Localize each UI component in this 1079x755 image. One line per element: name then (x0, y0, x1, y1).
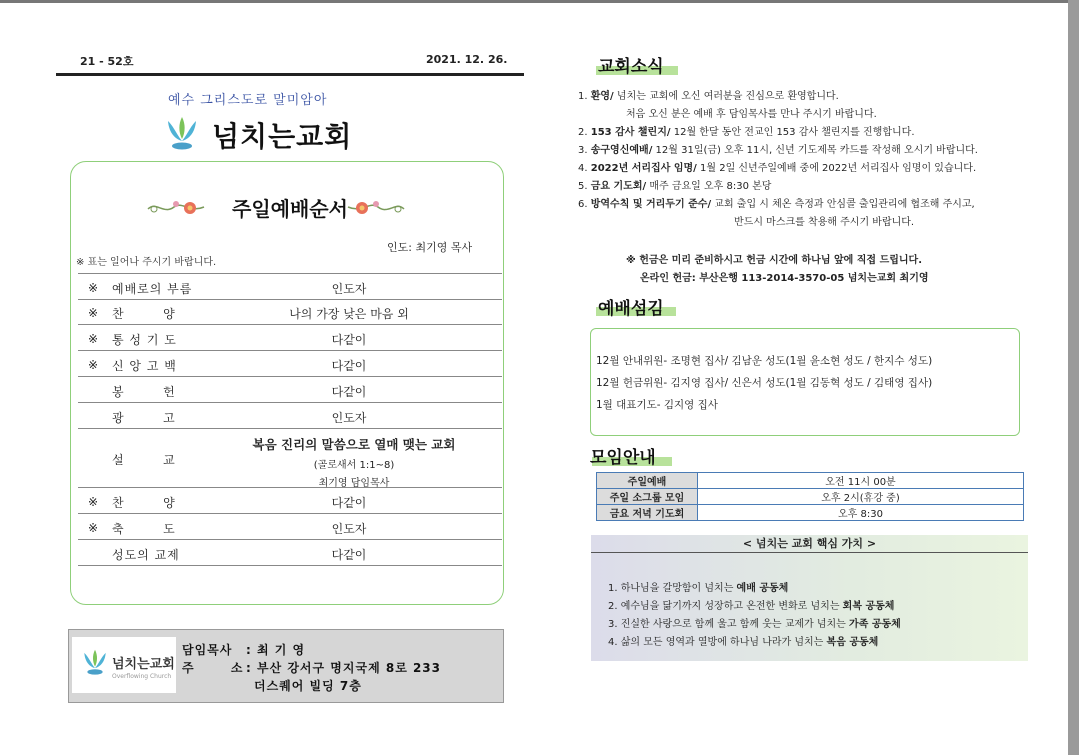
news-item (578, 195, 975, 210)
sermon-row (78, 429, 502, 488)
core-value-item (608, 597, 894, 612)
sermon-title: 복음 진리의 말씀으로 열매 맺는 교회 (252, 437, 456, 452)
footer-logo (72, 637, 176, 693)
sermon-preacher: 최기영 담임목사 (318, 478, 390, 489)
worship-leader: 인도: 최기영 목사 (387, 241, 473, 254)
core-values-divider (591, 552, 1028, 553)
news-text: 반드시 마스크를 착용해 주시기 바랍니다. (734, 217, 915, 228)
news-num: 6. (578, 199, 588, 210)
order-value: 나의 가장 낮은 마음 외 (289, 307, 409, 321)
header-rule (56, 73, 524, 76)
value-bold: 예배 공동체 (736, 583, 789, 594)
order-value: 다같이 (331, 333, 367, 347)
order-value: 다같이 (331, 385, 367, 399)
order-row (78, 299, 502, 325)
sermon-label: 설 교 (112, 453, 176, 467)
news-head: 방역수칙 및 거리두기 준수/ (590, 199, 712, 210)
core-value-item (608, 633, 878, 648)
core-value-item (608, 615, 901, 630)
value-num: 3. (608, 619, 618, 630)
order-row (78, 403, 502, 429)
value-text: 삶의 모든 영역과 열방에 하나님 나라가 넘치는 (620, 637, 827, 648)
news-item (734, 213, 914, 228)
news-num: 1. (578, 91, 588, 102)
sermon-scripture: (골로새서 1:1~8) (313, 460, 395, 471)
pastor-label: 담임목사 (182, 643, 233, 657)
news-head: 환영/ (590, 91, 614, 102)
footer-logo-text: 넘치는교회 (112, 657, 175, 672)
issue-date: 2021. 12. 26. (426, 53, 508, 66)
online-offering: 온라인 헌금: 부산은행 113-2014-3570-05 넘치는교회 최기영 (640, 273, 929, 284)
meeting-time: 오후 2시(휴강 중) (698, 489, 1024, 505)
core-value-item (608, 579, 788, 594)
news-num: 5. (578, 181, 588, 192)
news-head: 2022년 서리집사 임명/ (590, 163, 697, 174)
order-label: 예배로의 부름 (112, 282, 193, 296)
value-num: 4. (608, 637, 618, 648)
order-row (78, 273, 502, 300)
order-label: 찬 양 (112, 496, 176, 510)
order-value: 인도자 (331, 522, 367, 536)
news-head: 153 감사 챌린지/ (590, 127, 671, 138)
meeting-name: 주일 소그룹 모임 (597, 489, 698, 505)
address-line2: 더스퀘어 빌딩 7층 (254, 679, 362, 693)
issue-number: 21 - 52호 (80, 55, 134, 68)
order-row (78, 540, 502, 566)
value-bold: 복음 공동체 (826, 637, 879, 648)
value-text: 하나님을 갈망함이 넘치는 (620, 583, 737, 594)
order-row (78, 377, 502, 403)
value-num: 1. (608, 583, 618, 594)
meetings-table (596, 472, 1024, 521)
news-text: 교회 출입 시 체온 측정과 안심콜 출입관리에 협조해 주시고, (714, 199, 975, 210)
order-value: 다같이 (331, 496, 367, 510)
value-text: 예수님을 닮기까지 성장하고 온전한 변화로 넘치는 (620, 601, 843, 612)
news-text: 처음 오신 분은 예배 후 담임목사를 만나 주시기 바랍니다. (626, 109, 877, 120)
order-row (78, 488, 502, 514)
table-row (597, 489, 1024, 505)
footer-logo-sub: Overflowing Church (112, 673, 172, 680)
viewer-scroll-shade (1068, 0, 1079, 755)
address-line1: : 부산 강서구 명지국제 8로 233 (246, 661, 442, 675)
stand-mark: ※ (88, 281, 99, 295)
order-row (78, 351, 502, 377)
order-label: 봉 헌 (112, 385, 176, 399)
meeting-name: 주일예배 (597, 473, 698, 489)
news-item (578, 87, 839, 102)
meetings-title: 모임안내 (590, 448, 656, 468)
news-item (578, 159, 976, 174)
pastor-name: : 최 기 영 (246, 643, 306, 657)
church-logo-icon (165, 115, 199, 151)
order-value: 인도자 (331, 411, 367, 425)
order-row (78, 514, 502, 540)
stand-mark: ※ (88, 521, 99, 535)
order-label: 통 성 기 도 (112, 333, 177, 347)
news-text: 12월 한달 동안 전교인 153 감사 챌린지를 진행합니다. (673, 127, 915, 138)
news-head: 송구영신예배/ (590, 145, 653, 156)
news-num: 2. (578, 127, 588, 138)
news-num: 3. (578, 145, 588, 156)
order-label: 축 도 (112, 522, 176, 536)
offering-note: ※ 헌금은 미리 준비하시고 헌금 시간에 하나님 앞에 직접 드립니다. (626, 255, 923, 266)
floral-ornament-right-icon (346, 195, 406, 221)
value-bold: 가족 공동체 (849, 619, 901, 630)
service-line: 12월 헌금위원- 김지영 집사/ 신은서 성도(1월 김동혁 성도 / 김태영 집사) (596, 377, 933, 389)
order-label: 성도의 교제 (112, 548, 180, 562)
meeting-time: 오후 8:30 (698, 505, 1024, 521)
news-text: 12월 31일(금) 오후 11시, 신년 기도제목 카드를 작성해 오시기 바랍니다. (655, 145, 978, 156)
meeting-time: 오전 11시 00분 (698, 473, 1024, 489)
news-item (578, 141, 978, 156)
order-value: 다같이 (331, 548, 367, 562)
news-text: 1월 2일 신년주일예배 중에 2022년 서리집사 임명이 있습니다. (700, 163, 977, 174)
news-text: 넘치는 교회에 오신 여러분을 진심으로 환영합니다. (616, 91, 839, 102)
worship-order-title: 주일예배순서 (232, 197, 348, 221)
standing-note: ※ 표는 일어나 주시기 바랍니다. (76, 257, 217, 268)
service-line: 12월 안내위원- 조명현 집사/ 김남운 성도(1월 윤소현 성도 / 한지수 성도) (596, 355, 933, 367)
church-name: 넘치는교회 (212, 120, 353, 153)
news-item (626, 105, 877, 120)
order-value: 인도자 (331, 282, 367, 296)
value-num: 2. (608, 601, 618, 612)
stand-mark: ※ (88, 306, 99, 320)
order-label: 찬 양 (112, 307, 176, 321)
table-row (597, 473, 1024, 489)
news-item (578, 177, 771, 192)
address-label: 주 소 (182, 661, 244, 675)
service-line: 1월 대표기도- 김지영 집사 (596, 399, 718, 411)
stand-mark: ※ (88, 495, 99, 509)
meeting-name: 금요 저녁 기도회 (597, 505, 698, 521)
service-title: 예배섬김 (598, 299, 664, 319)
table-row (597, 505, 1024, 521)
church-motto: 예수 그리스도로 말미암아 (168, 93, 328, 108)
order-label: 신 앙 고 백 (112, 359, 177, 373)
news-item (578, 123, 915, 138)
church-logo-small-icon (82, 647, 108, 677)
stand-mark: ※ (88, 332, 99, 346)
news-text: 매주 금요일 오후 8:30 본당 (649, 181, 772, 192)
order-row (78, 325, 502, 351)
stand-mark: ※ (88, 358, 99, 372)
value-text: 진실한 사랑으로 함께 울고 함께 웃는 교제가 넘치는 (620, 619, 850, 630)
news-head: 금요 기도회/ (590, 181, 647, 192)
news-num: 4. (578, 163, 588, 174)
value-bold: 회복 공동체 (842, 601, 895, 612)
core-values-title: < 넘치는 교회 핵심 가치 > (742, 537, 877, 550)
news-title: 교회소식 (598, 57, 664, 77)
order-label: 광 고 (112, 411, 176, 425)
order-value: 다같이 (331, 359, 367, 373)
